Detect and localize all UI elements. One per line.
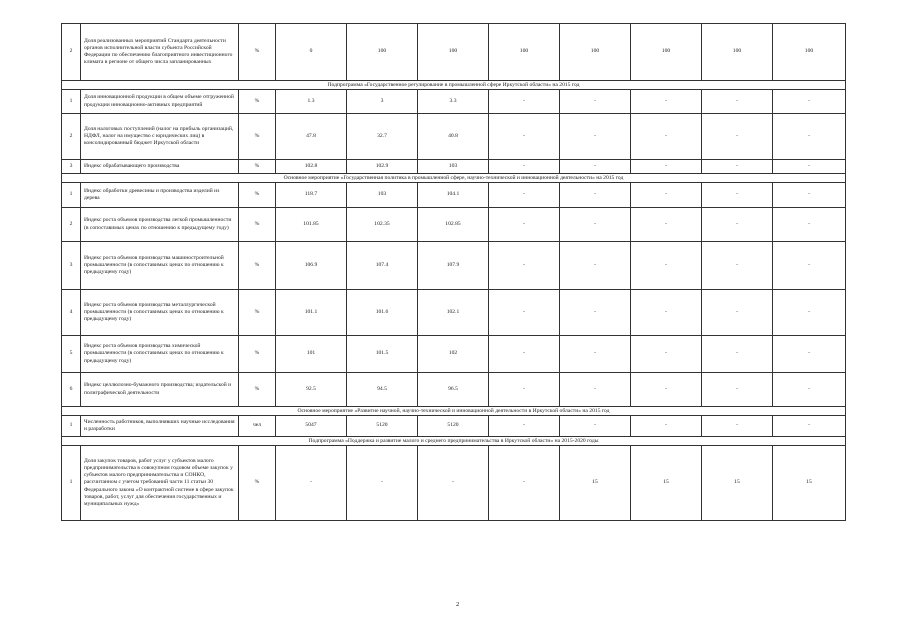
value-cell: 100 — [702, 24, 773, 81]
value-cell: - — [773, 373, 846, 407]
value-cell: 102.35 — [347, 208, 418, 242]
value-cell: - — [631, 416, 702, 437]
table-row — [62, 160, 846, 174]
value-cell: - — [702, 373, 773, 407]
value-cell: - — [702, 416, 773, 437]
value-cell: - — [773, 183, 846, 208]
value-cell: 101.1 — [276, 290, 347, 336]
indicator-name: Индекс роста объемов производства машиностроительной промышленности (в сопоставимых ценах по отношению к предыдущему году) — [81, 242, 239, 290]
section-title: Основное мероприятие «Развитие научной, научно-технической и инновационной деятельности в Иркутской области» на 2015 год — [62, 407, 846, 416]
value-cell: 96.5 — [418, 373, 489, 407]
value-cell: - — [773, 416, 846, 437]
value-cell: - — [489, 373, 560, 407]
row-number: 5 — [62, 336, 81, 373]
value-cell: 101.5 — [347, 336, 418, 373]
value-cell: 107.9 — [418, 242, 489, 290]
table-row — [62, 446, 846, 521]
value-cell: - — [560, 160, 631, 174]
row-number: 2 — [62, 24, 81, 81]
value-cell: - — [560, 290, 631, 336]
value-cell: - — [489, 416, 560, 437]
row-number: 1 — [62, 183, 81, 208]
value-cell: - — [773, 242, 846, 290]
value-cell: - — [631, 208, 702, 242]
value-cell: 118.7 — [276, 183, 347, 208]
value-cell: - — [489, 114, 560, 160]
value-cell: 5120 — [347, 416, 418, 437]
value-cell: 1.3 — [276, 90, 347, 114]
unit: % — [239, 336, 276, 373]
value-cell: - — [489, 336, 560, 373]
value-cell: 102.1 — [418, 290, 489, 336]
row-number: 3 — [62, 242, 81, 290]
section-header-row — [62, 174, 846, 183]
value-cell: 94.5 — [347, 373, 418, 407]
value-cell: 103 — [347, 183, 418, 208]
value-cell: 100 — [631, 24, 702, 81]
indicator-name: Доля налоговых поступлений (налог на прибыль организаций, НДФЛ, налог на имущество с юридических лиц) в консолидированный бюджет Иркутской области — [81, 114, 239, 160]
value-cell: 100 — [773, 24, 846, 81]
table-row — [62, 24, 846, 81]
section-title: Подпрограмма «Государственное регулирование в промышленной сфере Иркутской области» на 2015 год — [62, 81, 846, 90]
value-cell: - — [773, 336, 846, 373]
value-cell: 15 — [560, 446, 631, 521]
table-row — [62, 373, 846, 407]
table-row — [62, 90, 846, 114]
value-cell: - — [347, 446, 418, 521]
value-cell: - — [418, 446, 489, 521]
table-row — [62, 183, 846, 208]
value-cell: - — [560, 208, 631, 242]
value-cell: 101.85 — [276, 208, 347, 242]
indicator-name: Доля инновационной продукции в общем объеме отгруженной продукции инновационно-активных предприятий — [81, 90, 239, 114]
section-header-row — [62, 437, 846, 446]
value-cell: 15 — [631, 446, 702, 521]
value-cell: - — [702, 114, 773, 160]
section-header-row — [62, 407, 846, 416]
unit: % — [239, 90, 276, 114]
value-cell: 40.8 — [418, 114, 489, 160]
row-number: 6 — [62, 373, 81, 407]
section-title: Подпрограмма «Поддержка и развитие малого и среднего предпринимательства в Иркутской области» на 2015-2020 годы — [62, 437, 846, 446]
value-cell: 101.6 — [347, 290, 418, 336]
value-cell: 15 — [702, 446, 773, 521]
value-cell: 92.5 — [276, 373, 347, 407]
value-cell: - — [560, 242, 631, 290]
unit: % — [239, 290, 276, 336]
value-cell: - — [702, 336, 773, 373]
value-cell: - — [631, 90, 702, 114]
indicator-table-sheet — [61, 23, 845, 521]
value-cell: - — [560, 373, 631, 407]
indicator-name: Индекс роста объемов производства металлургической промышленности (в сопоставимых ценах по отношению к предыдущему году) — [81, 290, 239, 336]
unit: % — [239, 183, 276, 208]
value-cell: - — [560, 114, 631, 160]
value-cell: 100 — [347, 24, 418, 81]
value-cell: - — [702, 160, 773, 174]
value-cell: 100 — [489, 24, 560, 81]
table-body — [62, 24, 846, 521]
table-row — [62, 242, 846, 290]
unit: % — [239, 160, 276, 174]
indicator-name: Индекс обработки древесины и производства изделий из дерева — [81, 183, 239, 208]
value-cell: - — [631, 290, 702, 336]
value-cell: - — [276, 446, 347, 521]
indicator-name: Индекс целлюлозно-бумажного производства; издательской и полиграфической деятельности — [81, 373, 239, 407]
unit: чел — [239, 416, 276, 437]
value-cell: 106.9 — [276, 242, 347, 290]
table-row — [62, 290, 846, 336]
section-header-row — [62, 81, 846, 90]
unit: % — [239, 242, 276, 290]
row-number: 2 — [62, 114, 81, 160]
value-cell: - — [631, 183, 702, 208]
value-cell: - — [560, 336, 631, 373]
value-cell: - — [631, 373, 702, 407]
table-row — [62, 114, 846, 160]
page-number: 2 — [456, 601, 460, 608]
value-cell: 103 — [418, 160, 489, 174]
value-cell: 5047 — [276, 416, 347, 437]
value-cell: - — [702, 90, 773, 114]
indicator-name: Индекс роста объемов производства легкой промышленности (в сопоставимых ценах по отношению к предыдущему году) — [81, 208, 239, 242]
row-number: 4 — [62, 290, 81, 336]
value-cell: 100 — [560, 24, 631, 81]
value-cell: 104.1 — [418, 183, 489, 208]
value-cell: - — [631, 242, 702, 290]
value-cell: - — [773, 208, 846, 242]
value-cell: - — [489, 290, 560, 336]
value-cell: - — [702, 208, 773, 242]
value-cell: - — [702, 183, 773, 208]
value-cell: 101 — [276, 336, 347, 373]
value-cell: 107.4 — [347, 242, 418, 290]
value-cell: - — [560, 183, 631, 208]
value-cell: - — [773, 290, 846, 336]
value-cell: 102.85 — [418, 208, 489, 242]
value-cell: - — [773, 90, 846, 114]
value-cell: - — [631, 336, 702, 373]
value-cell: - — [702, 290, 773, 336]
value-cell: 102 — [418, 336, 489, 373]
value-cell: - — [631, 114, 702, 160]
unit: % — [239, 114, 276, 160]
row-number: 1 — [62, 446, 81, 521]
row-number: 2 — [62, 208, 81, 242]
value-cell: - — [489, 446, 560, 521]
value-cell: 32.7 — [347, 114, 418, 160]
value-cell: - — [560, 90, 631, 114]
indicator-name: Доля реализованных мероприятий Стандарта деятельности органов исполнительной власти субъекта Российской Федерации по обеспечению благоприятного инвестиционного климата в регионе от общего числа запланированных — [81, 24, 239, 81]
value-cell: 0 — [276, 24, 347, 81]
value-cell: - — [489, 183, 560, 208]
value-cell: - — [560, 416, 631, 437]
unit: % — [239, 24, 276, 81]
unit: % — [239, 208, 276, 242]
value-cell: 100 — [418, 24, 489, 81]
table-row — [62, 416, 846, 437]
indicator-name: Численность работников, выполнявших научные исследования и разработки — [81, 416, 239, 437]
value-cell: 3 — [347, 90, 418, 114]
value-cell: - — [489, 242, 560, 290]
value-cell: 15 — [773, 446, 846, 521]
value-cell: - — [773, 160, 846, 174]
value-cell: - — [773, 114, 846, 160]
row-number: 3 — [62, 160, 81, 174]
section-title: Основное мероприятие «Государственная политика в промышленной сфере, научно-технической и инновационной деятельности» на 2015 год — [62, 174, 846, 183]
unit: % — [239, 373, 276, 407]
row-number: 1 — [62, 416, 81, 437]
value-cell: 3.3 — [418, 90, 489, 114]
value-cell: 102.8 — [276, 160, 347, 174]
value-cell: - — [489, 90, 560, 114]
value-cell: - — [489, 160, 560, 174]
indicator-name: Индекс обрабатывающего производства — [81, 160, 239, 174]
table-row — [62, 336, 846, 373]
value-cell: - — [631, 160, 702, 174]
indicator-table — [61, 23, 846, 521]
table-row — [62, 208, 846, 242]
value-cell: 5120 — [418, 416, 489, 437]
value-cell: 47.8 — [276, 114, 347, 160]
indicator-name: Индекс роста объемов производства химической промышленности (в сопоставимых ценах по отношению к предыдущему году) — [81, 336, 239, 373]
row-number: 1 — [62, 90, 81, 114]
value-cell: - — [489, 208, 560, 242]
value-cell: - — [702, 242, 773, 290]
value-cell: 102.9 — [347, 160, 418, 174]
indicator-name: Доля закупок товаров, работ услуг у субъектов малого предпринимательства в совокупном годовом объеме закупок у субъектов малого предпринимательства и СОНКО, рассчитанном с учетом требований части 11 статьи 30 Федерального закона «О контрактной системе в сфере закупок товаров, работ, услуг для обеспечения государственных и муниципальных нужд» — [81, 446, 239, 521]
unit: % — [239, 446, 276, 521]
